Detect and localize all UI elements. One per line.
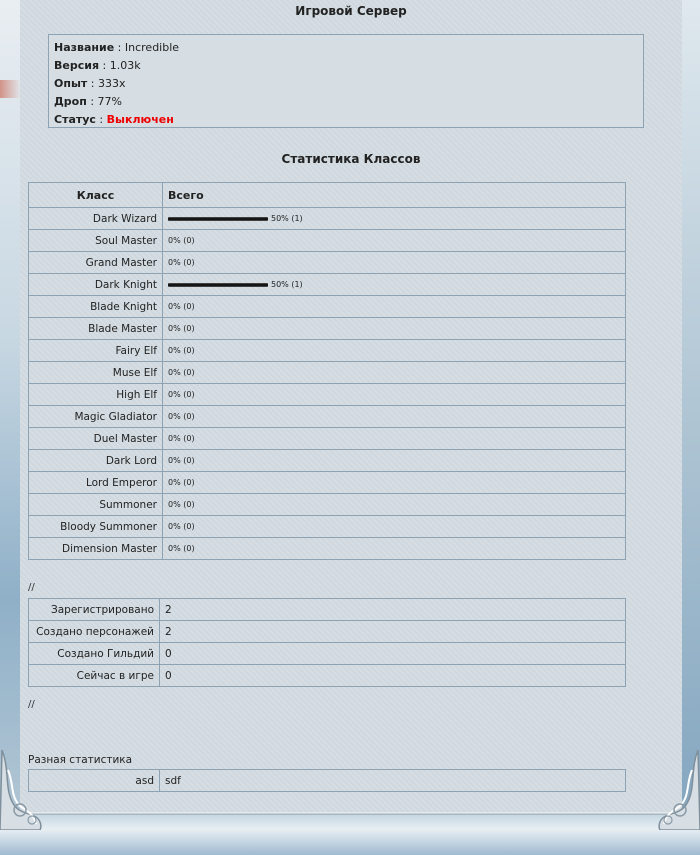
class-name: Dark Knight	[29, 274, 163, 296]
misc-row	[29, 770, 626, 792]
server-version-row: Версия : 1.03k	[54, 59, 141, 72]
server-exp-value: 333x	[97, 77, 126, 90]
class-name: Lord Emperor	[29, 472, 163, 494]
class-row	[29, 340, 626, 362]
class-total	[163, 428, 626, 450]
class-row	[29, 318, 626, 340]
class-row	[29, 428, 626, 450]
server-name-value: Incredible	[124, 41, 180, 54]
class-total	[163, 516, 626, 538]
class-percent-label: 0% (0)	[168, 434, 195, 443]
class-name: Duel Master	[29, 428, 163, 450]
class-name: Blade Knight	[29, 296, 163, 318]
server-title: Игровой Сервер	[295, 4, 407, 18]
server-status-row: Статус : Выключен	[54, 113, 174, 126]
class-percent-label: 0% (0)	[168, 412, 195, 421]
misc-value: sdf	[160, 770, 626, 792]
frame-bottom-line	[18, 812, 684, 815]
totals-label: Зарегистрировано	[29, 599, 160, 621]
separator-1: //	[28, 582, 35, 593]
class-total	[163, 362, 626, 384]
class-row	[29, 538, 626, 560]
class-percent-label: 0% (0)	[168, 456, 195, 465]
totals-label: Создано персонажей	[29, 621, 160, 643]
class-name: Grand Master	[29, 252, 163, 274]
class-name: Dimension Master	[29, 538, 163, 560]
class-percent-label: 0% (0)	[168, 346, 195, 355]
class-total	[163, 318, 626, 340]
class-percent-label: 0% (0)	[168, 324, 195, 333]
class-name: Summoner	[29, 494, 163, 516]
class-table-header	[29, 183, 626, 208]
totals-row	[29, 599, 626, 621]
class-percent-label: 0% (0)	[168, 302, 195, 311]
right-decorative-border	[682, 0, 700, 855]
class-total	[163, 252, 626, 274]
class-row	[29, 384, 626, 406]
class-row	[29, 516, 626, 538]
class-percent-label: 50% (1)	[271, 214, 303, 223]
misc-stats-title: Разная статистика	[28, 754, 133, 766]
class-percent-label: 50% (1)	[271, 280, 303, 289]
class-row	[29, 494, 626, 516]
class-name: Muse Elf	[29, 362, 163, 384]
server-drop-value: 77%	[97, 95, 122, 108]
server-name-row: Название : Incredible	[54, 41, 180, 54]
class-percent-label: 0% (0)	[168, 500, 195, 509]
totals-value: 0	[160, 643, 626, 665]
class-percent-label: 0% (0)	[168, 522, 195, 531]
class-total	[163, 450, 626, 472]
class-total	[163, 340, 626, 362]
server-version-value: 1.03k	[109, 59, 141, 72]
totals-label: Создано Гильдий	[29, 643, 160, 665]
class-row	[29, 230, 626, 252]
class-percent-label: 0% (0)	[168, 368, 195, 377]
class-name: Dark Wizard	[29, 208, 163, 230]
right-frame-ornament	[640, 750, 700, 830]
class-percent-bar	[168, 283, 268, 287]
class-stats-table	[28, 182, 626, 560]
totals-value: 2	[160, 599, 626, 621]
class-row	[29, 406, 626, 428]
class-row	[29, 450, 626, 472]
class-stats-title: Статистика Классов	[281, 152, 421, 166]
totals-row	[29, 643, 626, 665]
class-name: High Elf	[29, 384, 163, 406]
misc-stats-table	[28, 769, 626, 792]
class-percent-bar	[168, 217, 268, 221]
class-name: Magic Gladiator	[29, 406, 163, 428]
totals-row	[29, 665, 626, 687]
class-total	[163, 472, 626, 494]
left-red-streak	[0, 80, 20, 98]
class-percent-label: 0% (0)	[168, 258, 195, 267]
header-class: Класс	[29, 183, 163, 208]
totals-row	[29, 621, 626, 643]
class-name: Bloody Summoner	[29, 516, 163, 538]
class-name: Fairy Elf	[29, 340, 163, 362]
separator-2: //	[28, 699, 35, 710]
class-row	[29, 208, 626, 230]
class-percent-label: 0% (0)	[168, 390, 195, 399]
class-row	[29, 274, 626, 296]
class-total	[163, 230, 626, 252]
header-total: Всего	[163, 183, 626, 208]
class-total	[163, 274, 626, 296]
misc-label: asd	[29, 770, 160, 792]
class-row	[29, 252, 626, 274]
left-frame-ornament	[0, 750, 60, 830]
class-row	[29, 472, 626, 494]
class-name: Dark Lord	[29, 450, 163, 472]
server-status-value: Выключен	[106, 113, 174, 126]
server-info-box	[48, 34, 644, 128]
server-drop-row: Дроп : 77%	[54, 95, 122, 108]
class-total	[163, 406, 626, 428]
class-name: Soul Master	[29, 230, 163, 252]
class-percent-label: 0% (0)	[168, 544, 195, 553]
totals-value: 2	[160, 621, 626, 643]
left-decorative-border	[0, 0, 20, 855]
class-name: Blade Master	[29, 318, 163, 340]
class-total	[163, 296, 626, 318]
class-row	[29, 362, 626, 384]
bottom-decorative-strip	[0, 812, 700, 855]
server-exp-row: Опыт : 333x	[54, 77, 126, 90]
class-total	[163, 208, 626, 230]
class-percent-label: 0% (0)	[168, 478, 195, 487]
totals-value: 0	[160, 665, 626, 687]
totals-table	[28, 598, 626, 687]
class-total	[163, 538, 626, 560]
class-total	[163, 384, 626, 406]
totals-label: Сейчас в игре	[29, 665, 160, 687]
class-row	[29, 296, 626, 318]
class-total	[163, 494, 626, 516]
class-percent-label: 0% (0)	[168, 236, 195, 245]
